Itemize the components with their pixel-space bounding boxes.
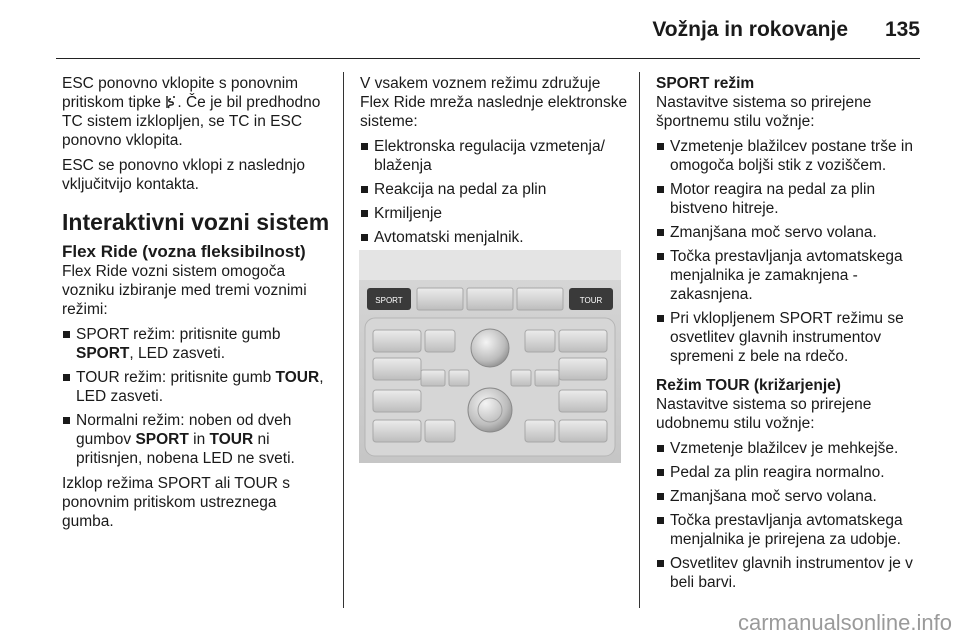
list-item: Vzmetenje blažilcev postane trše in omogoča boljši stik z voziščem. [656, 137, 928, 175]
column-divider [343, 72, 344, 608]
text: TOUR režim: pritisnite gumb [76, 369, 276, 386]
bold-text: SPORT [76, 345, 130, 362]
header-title: Vožnja in rokovanje [652, 18, 848, 41]
bullet-list [656, 137, 928, 366]
bullet-list [656, 439, 928, 592]
page-header [0, 0, 960, 58]
control-panel-photo [359, 250, 621, 463]
header-rule [56, 58, 920, 59]
watermark: carmanualsonline.info [737, 610, 952, 635]
text: ESC ponovno vklopite s ponovnim pritiskom tipke [62, 75, 299, 111]
bold-text: TOUR [209, 431, 254, 448]
list-item [62, 325, 332, 363]
text: SPORT režim: pritisnite gumb [76, 326, 281, 343]
column-1 [62, 74, 332, 537]
text: in [188, 431, 210, 448]
paragraph: V vsakem voznem režimu združuje Flex Ride mreža naslednje elektronske sisteme: [360, 75, 628, 130]
list-item: Zmanjšana moč servo volana. [656, 223, 928, 242]
text: Normalni režim: noben od dveh gumbov [76, 412, 292, 448]
tour-mode-heading: Režim TOUR (križarjenje) [656, 377, 841, 394]
paragraph: Izklop režima SPORT ali TOUR s ponovnim pritiskom ustreznega gumba. [62, 475, 290, 530]
text: , LED zasveti. [129, 345, 226, 362]
subsection-heading: Flex Ride (vozna fleksibilnost) [62, 242, 306, 261]
bullet-list [360, 137, 628, 247]
list-item: Točka prestavljanja avtomatskega menjalnika je prirejena za udobje. [656, 511, 928, 549]
section-heading: Interaktivni vozni sistem [62, 209, 330, 235]
paragraph: Nastavitve sistema so prirejene udobnemu stilu vožnje: [656, 396, 872, 432]
list-item: Osvetlitev glavnih instrumentov je v beli barvi. [656, 554, 928, 592]
control-panel-illustration [359, 250, 621, 463]
text: , LED zasveti. [76, 369, 324, 405]
list-item: Reakcija na pedal za plin [360, 180, 628, 199]
text: . Če je bil predhodno TC sistem izklopljen, se TC in ESC ponovno vklopita. [62, 94, 321, 149]
list-item: Pri vklopljenem SPORT režimu se osvetlitev glavnih instrumentov spremeni z bele na rdečo. [656, 309, 928, 366]
list-item: Vzmetenje blažilcev je mehkejše. [656, 439, 928, 458]
list-item: Elektronska regulacija vzmetenja/ blaženja [360, 137, 628, 175]
column-2 [360, 74, 628, 253]
sport-button-label: SPORT [375, 296, 403, 305]
list-item: Zmanjšana moč servo volana. [656, 487, 928, 506]
text: ni pritisnjen, nobena LED ne sveti. [76, 431, 295, 467]
list-item: Pedal za plin reagira normalno. [656, 463, 928, 482]
paragraph [62, 74, 332, 150]
list-item [62, 411, 332, 468]
list-item: Točka prestavljanja avtomatskega menjalnika je zamaknjena - zakasnjena. [656, 247, 928, 304]
tour-button-label: TOUR [579, 296, 603, 305]
esc-off-icon [165, 95, 177, 109]
upper-knob [471, 329, 509, 367]
paragraph: Nastavitve sistema so prirejene športnemu stilu vožnje: [656, 94, 872, 130]
paragraph: ESC se ponovno vklopi z naslednjo vključitvijo kontakta. [62, 157, 305, 193]
list-item [62, 368, 332, 406]
lower-knob [468, 388, 512, 432]
page-number: 135 [884, 18, 920, 41]
list-item: Avtomatski menjalnik. [360, 228, 628, 247]
bullet-list [62, 325, 332, 468]
bold-text: SPORT [135, 431, 189, 448]
sport-mode-heading: SPORT režim [656, 75, 755, 92]
column-divider [639, 72, 640, 608]
list-item: Krmiljenje [360, 204, 628, 223]
bold-text: TOUR [275, 369, 320, 386]
paragraph: Flex Ride vozni sistem omogoča vozniku izbiranje med tremi voznimi režimi: [62, 263, 307, 318]
list-item: Motor reagira na pedal za plin bistveno hitreje. [656, 180, 928, 218]
column-3 [656, 74, 928, 598]
